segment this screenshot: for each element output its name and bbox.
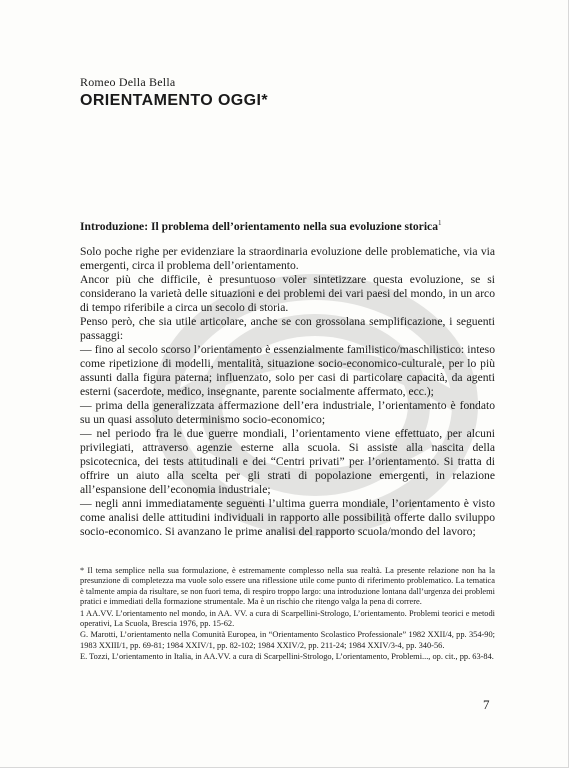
paragraph: Penso però, che sia utile articolare, anche se con grossolana semplificazione, i seguenti passaggi: — [80, 315, 495, 342]
body-text — [80, 245, 495, 539]
list-item: — fino al secolo scorso l’orientamento è essenzialmente familistico/maschilistico: inteso come ripetizione di modelli, mentalità, situazione socio-economico-culturale, per lo più assunti dalla figura paterna; influenzato, solo per casi di particolare capacità, da agenti esterni (sacerdote, medico, insegnante, parente socialmente affermato, ecc.); — [80, 343, 495, 398]
section-heading-text: Introduzione: Il problema dell’orientamento nella sua evoluzione storica — [80, 219, 438, 233]
footnote-mark: 1 — [438, 219, 442, 227]
paragraph: Ancor più che difficile, è presuntuoso voler sintetizzare questa evoluzione, se si considerano la varietà delle situazioni e dei problemi dei vari paesi del mondo, in un arco di tempo riferibile a circa un secolo di storia. — [80, 273, 495, 314]
footnote: G. Marotti, L’orientamento nella Comunità Europea, in “Orientamento Scolastico Professionale” 1982 XXII/4, pp. 354-90; 1983 XXIII/1, pp. 69-81; 1984 XXIV/1, pp. 82-102; 1984 XXIV/2, pp. 211-24; 1984 XXIV/3-4, pp. 340-56. — [80, 630, 495, 650]
footnotes — [80, 566, 495, 664]
footnote: 1 AA.VV. L’orientamento nel mondo, in AA. VV. a cura di Scarpellini-Strologo, L’orientamento. Problemi teorici e metodi operativi, La Scuola, Brescia 1976, pp. 15-62. — [80, 608, 495, 629]
article-title: ORIENTAMENTO OGGI* — [80, 92, 268, 109]
footnote: E. Tozzi, L’orientamento in Italia, in AA.VV. a cura di Scarpellini-Strologo, L’orientamento, Problemi..., op. cit., pp. 63-84. — [80, 652, 494, 662]
author-name: Romeo Della Bella — [80, 75, 176, 89]
page-number: 7 — [483, 697, 490, 712]
list-item: — negli anni immediatamente seguenti l’ultima guerra mondiale, l’orientamento è visto come analisi delle attitudini individuali in rapporto alle possibilità offerte dallo sviluppo socio-economico. Si avanzano le prime analisi del rapporto scuola/mondo del lavoro; — [80, 497, 495, 538]
list-item: — prima della generalizzata affermazione dell’era industriale, l’orientamento è fondato su un quasi assoluto determinismo socio-economico; — [80, 399, 495, 426]
footnote: * Il tema semplice nella sua formulazione, è estremamente complesso nella sua realtà. La presente relazione non ha la presunzione di completezza ma vuole solo essere una riflessione utile come punto di riferimento problematico. La tematica è talmente ampia da risultare, se non fuori tema, di respiro troppo largo: una introduzione lontana dall’urgenza dei problemi pratici e immediati della formazione strumentale. Ma è un rischio che ritengo valga la pena di correre. — [80, 566, 495, 607]
list-item: — nel periodo fra le due guerre mondiali, l’orientamento viene effettuato, per alcuni privilegiati, attraverso agenzie esterne alla scuola. Si assiste alla nascita della psicotecnica, dei tests attitudinali e dei “Centri privati” per l’orientamento. Si tratta di offrire un aiuto alla scelta per gli strati di popolazione emergenti, in relazione all’espansione dell’economia industriale; — [80, 427, 495, 496]
paragraph: Solo poche righe per evidenziare la straordinaria evoluzione delle problematiche, via via emergenti, circa il problema dell’orientamento. — [80, 245, 495, 272]
section-heading — [80, 219, 500, 233]
